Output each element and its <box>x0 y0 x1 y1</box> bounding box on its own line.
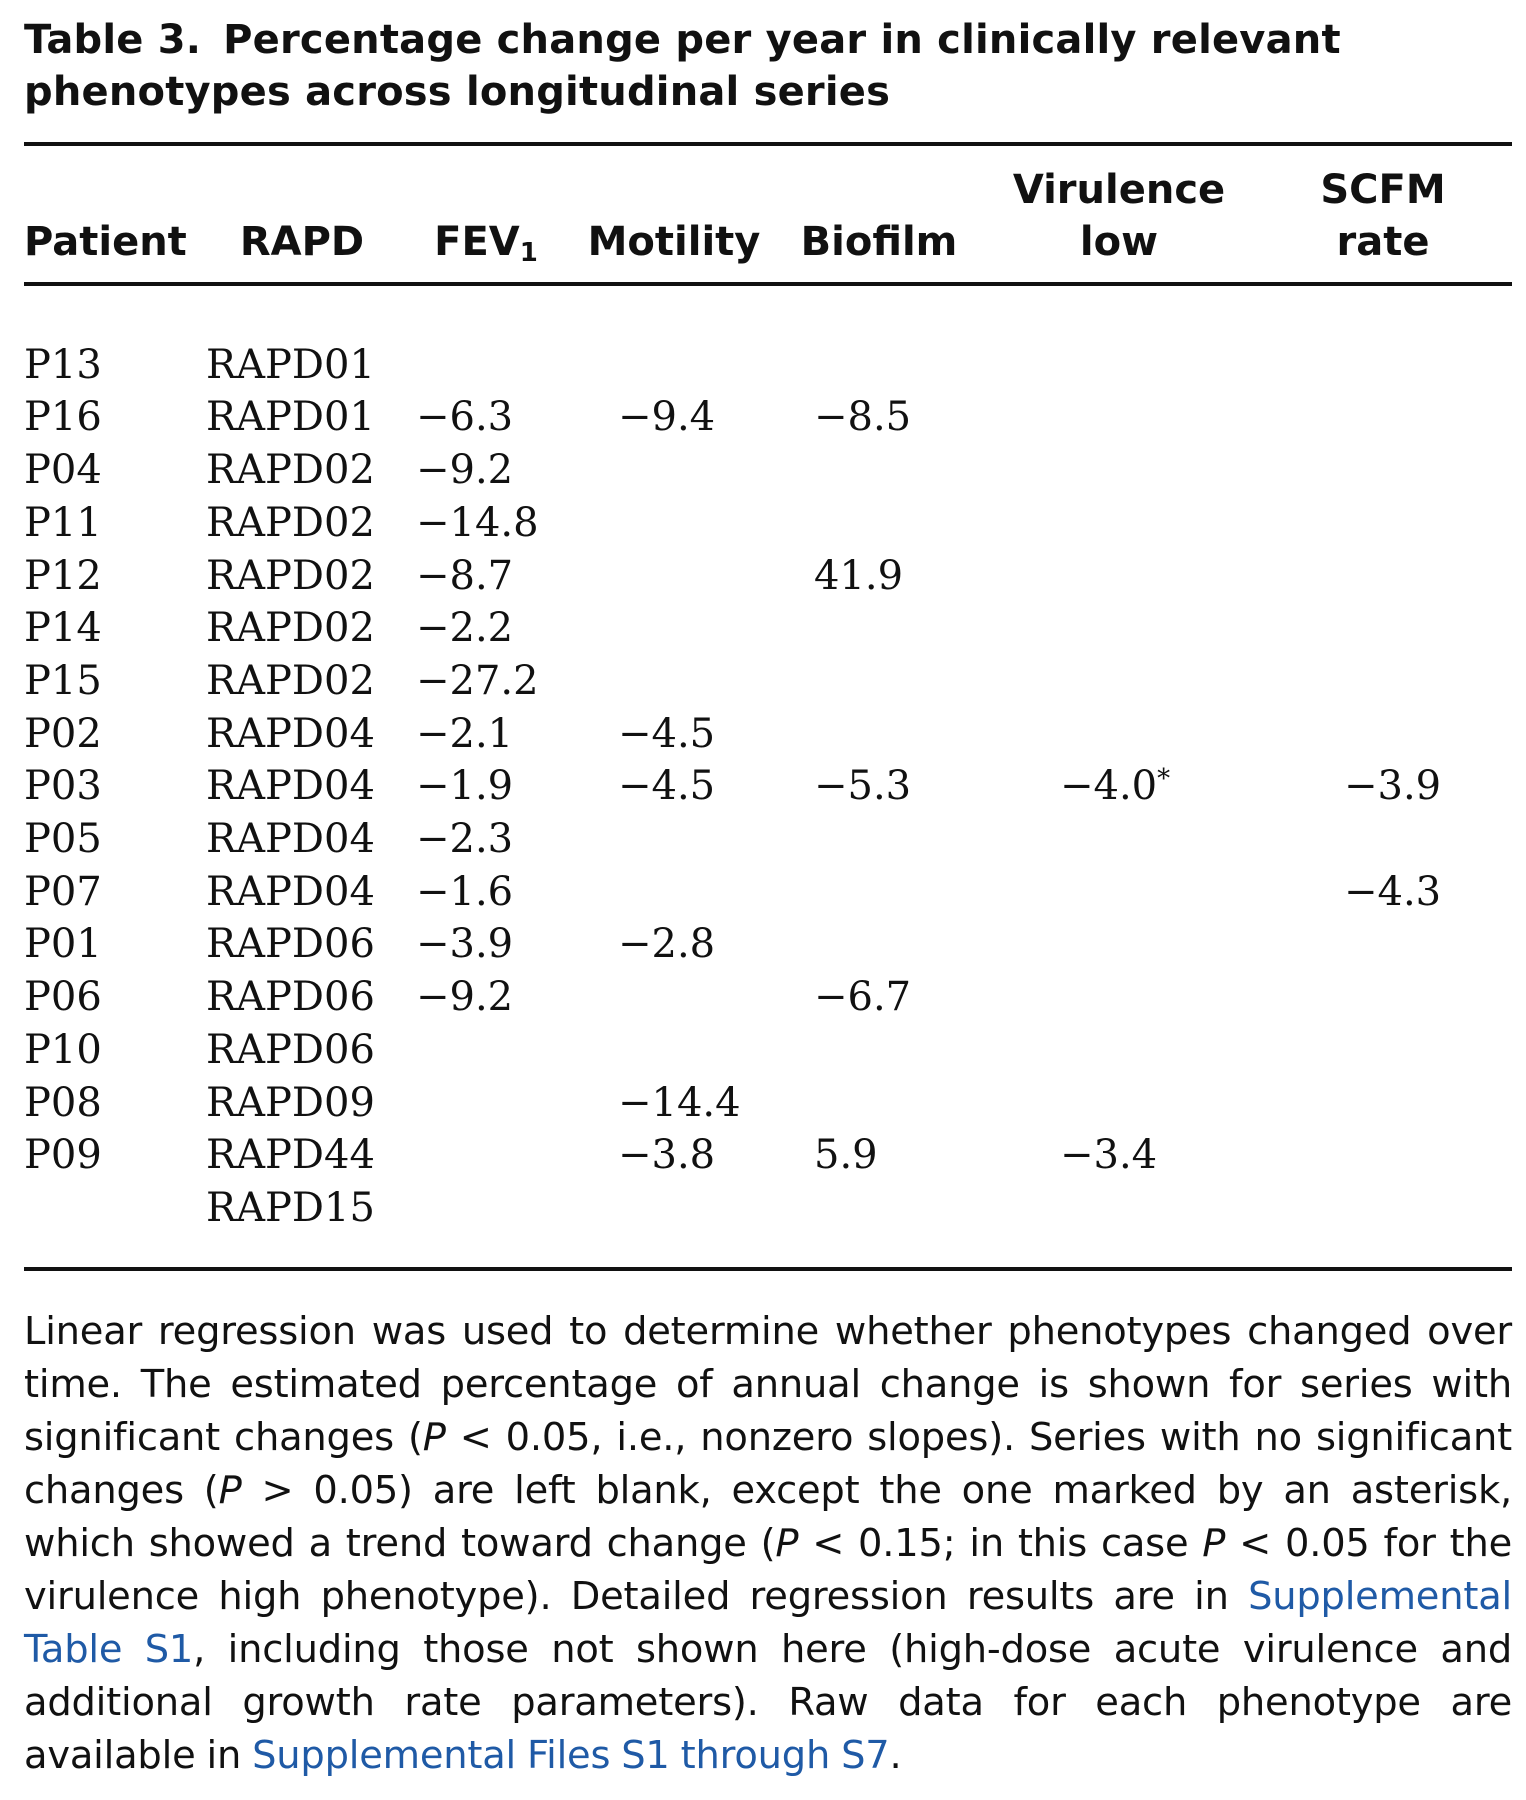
cell-motility: −3.8 <box>618 1132 716 1179</box>
cell-patient: P10 <box>24 1026 102 1073</box>
cell-motility <box>574 866 774 919</box>
cell-fev1 <box>398 1182 574 1235</box>
cell-motility: −4.5 <box>618 763 716 810</box>
cell-fev1 <box>398 339 574 392</box>
col-header-rapd: RAPD <box>239 219 365 265</box>
cell-virulence-low <box>984 444 1254 497</box>
cell-scfm-rate <box>1254 971 1512 1024</box>
cell-virulence-low: −3.4 <box>1060 1132 1158 1179</box>
cell-virulence-low <box>984 655 1254 708</box>
cell-motility <box>574 550 774 603</box>
cell-fev1: −14.8 <box>416 499 539 546</box>
cell-rapd: RAPD06 <box>206 1026 375 1073</box>
col-header-fev1: $FEV_1$ <box>434 219 538 268</box>
cell-patient: P08 <box>24 1079 102 1126</box>
cell-virulence-low <box>984 1077 1254 1130</box>
cell-motility <box>574 497 774 550</box>
table-row <box>24 655 1512 708</box>
cell-patient: P16 <box>24 394 102 441</box>
table-body <box>24 339 1512 1235</box>
cell-biofilm: −5.3 <box>814 763 912 810</box>
cell-virulence-low <box>984 339 1254 392</box>
table-caption <box>24 14 1512 118</box>
cell-virulence-low <box>984 497 1254 550</box>
cell-virulence-low <box>984 918 1254 971</box>
cell-biofilm <box>774 813 984 866</box>
cell-virulence-low <box>984 708 1254 761</box>
table-title: Percentage change per year in clinically relevant phenotypes across longitudinal series <box>24 17 1341 115</box>
cell-rapd: RAPD04 <box>206 763 375 810</box>
cell-motility <box>574 339 774 392</box>
cell-fev1: −6.3 <box>416 394 514 441</box>
cell-biofilm <box>774 866 984 919</box>
table-row <box>24 602 1512 655</box>
cell-motility <box>574 971 774 1024</box>
cell-virulence-low <box>984 391 1254 444</box>
table-row <box>24 497 1512 550</box>
table-row <box>24 391 1512 444</box>
cell-patient: P02 <box>24 710 102 757</box>
cell-fev1 <box>398 1024 574 1077</box>
cell-motility: −4.5 <box>618 710 716 757</box>
cell-motility <box>574 1024 774 1077</box>
table-row <box>24 1182 1512 1235</box>
cell-scfm-rate <box>1254 1077 1512 1130</box>
cell-scfm-rate <box>1254 391 1512 444</box>
table-container <box>24 14 1512 1782</box>
cell-rapd: RAPD02 <box>206 552 375 599</box>
cell-rapd: RAPD01 <box>206 341 375 388</box>
supplemental-files-link[interactable]: Supplemental Files S1 through S7 <box>252 1732 890 1778</box>
cell-patient: P09 <box>24 1132 102 1179</box>
cell-biofilm <box>774 444 984 497</box>
cell-scfm-rate <box>1254 1024 1512 1077</box>
cell-fev1: −9.2 <box>416 447 514 494</box>
cell-scfm-rate <box>1254 1182 1512 1235</box>
cell-fev1: −8.7 <box>416 552 514 599</box>
cell-fev1: −9.2 <box>416 974 514 1021</box>
cell-rapd: RAPD06 <box>206 974 375 1021</box>
col-header-motility: Motility <box>587 219 761 265</box>
cell-rapd: RAPD06 <box>206 921 375 968</box>
table-row <box>24 971 1512 1024</box>
cell-biofilm <box>774 1024 984 1077</box>
cell-patient: P14 <box>24 605 102 652</box>
table-row <box>24 550 1512 603</box>
cell-patient: P15 <box>24 657 102 704</box>
cell-motility <box>574 813 774 866</box>
cell-fev1 <box>398 1129 574 1182</box>
cell-scfm-rate <box>1254 813 1512 866</box>
cell-scfm-rate <box>1254 444 1512 497</box>
cell-rapd: RAPD01 <box>206 394 375 441</box>
table-footnote: Linear regression was used to determine whether phenotypes changed over time. The estimated percentage of annual change is shown for series with significant changes (P < 0.05, i.e., nonzero slopes). Series with no significant changes (P > 0.05) are left blank, except the one marked by an asterisk, which showed a trend toward change (P < 0.15; in this case P < 0.05 for the virulence high phenotype). Detailed regression results are in Supplemental Table S1, including those not shown here (high-dose acute virulence and additional growth rate parameters). Raw data for each phenotype are available in Supplemental Files S1 through S7. <box>24 1308 1513 1778</box>
cell-scfm-rate <box>1254 708 1512 761</box>
cell-biofilm <box>774 497 984 550</box>
col-header-virulence-low: Virulence low <box>1012 167 1226 265</box>
cell-rapd: RAPD02 <box>206 499 375 546</box>
cell-fev1: −2.2 <box>416 605 514 652</box>
cell-scfm-rate: −3.9 <box>1344 763 1442 810</box>
cell-motility: −2.8 <box>618 921 716 968</box>
cell-scfm-rate <box>1254 655 1512 708</box>
cell-fev1: −1.6 <box>416 868 514 915</box>
cell-rapd: RAPD04 <box>206 710 375 757</box>
cell-rapd: RAPD02 <box>206 657 375 704</box>
cell-biofilm: −6.7 <box>814 974 912 1021</box>
cell-rapd: RAPD04 <box>206 816 375 863</box>
cell-motility <box>574 602 774 655</box>
table-label: Table 3. <box>24 17 202 63</box>
cell-scfm-rate <box>1254 1129 1512 1182</box>
cell-rapd: RAPD02 <box>206 447 375 494</box>
cell-rapd: RAPD09 <box>206 1079 375 1126</box>
cell-scfm-rate: −4.3 <box>1344 868 1442 915</box>
asterisk-mark: * <box>1157 764 1171 795</box>
table-row <box>24 760 1512 813</box>
col-header-scfm-rate: SCFM rate <box>1320 167 1446 265</box>
cell-rapd: RAPD04 <box>206 868 375 915</box>
table-row <box>24 708 1512 761</box>
cell-patient: P12 <box>24 552 102 599</box>
cell-scfm-rate <box>1254 918 1512 971</box>
header-row <box>24 146 1512 268</box>
cell-patient: P05 <box>24 816 102 863</box>
cell-motility <box>574 1182 774 1235</box>
cell-biofilm: 41.9 <box>814 552 904 599</box>
cell-motility: −9.4 <box>618 394 716 441</box>
cell-biofilm <box>774 1182 984 1235</box>
cell-biofilm <box>774 708 984 761</box>
cell-patient <box>24 1182 206 1235</box>
cell-scfm-rate <box>1254 339 1512 392</box>
col-header-biofilm: Biofilm <box>800 219 958 265</box>
cell-patient: P13 <box>24 341 102 388</box>
cell-motility <box>574 655 774 708</box>
cell-patient: P04 <box>24 447 102 494</box>
table-row <box>24 866 1512 919</box>
cell-biofilm <box>774 1077 984 1130</box>
cell-motility <box>574 444 774 497</box>
cell-virulence-low <box>984 602 1254 655</box>
cell-virulence-low <box>984 1182 1254 1235</box>
table-row <box>24 1129 1512 1182</box>
table-row <box>24 918 1512 971</box>
cell-fev1: −2.3 <box>416 816 514 863</box>
cell-fev1: −3.9 <box>416 921 514 968</box>
col-header-patient: Patient <box>24 219 187 265</box>
table-row <box>24 813 1512 866</box>
supplemental-table-link[interactable]: Supplemental Table S1 <box>24 1573 1512 1672</box>
cell-virulence-low <box>984 866 1254 919</box>
cell-biofilm <box>774 602 984 655</box>
cell-fev1: −1.9 <box>416 763 514 810</box>
cell-fev1: −27.2 <box>416 657 539 704</box>
cell-patient: P06 <box>24 974 102 1021</box>
cell-scfm-rate <box>1254 550 1512 603</box>
cell-virulence-low <box>984 550 1254 603</box>
bottom-rule <box>24 1267 1512 1271</box>
cell-scfm-rate <box>1254 602 1512 655</box>
table-row <box>24 1077 1512 1130</box>
cell-virulence-low: −4.0* <box>1060 763 1171 810</box>
cell-rapd: RAPD02 <box>206 605 375 652</box>
cell-scfm-rate <box>1254 497 1512 550</box>
cell-rapd: RAPD15 <box>206 1184 375 1231</box>
cell-patient: P03 <box>24 763 102 810</box>
cell-patient: P07 <box>24 868 102 915</box>
cell-virulence-low <box>984 971 1254 1024</box>
cell-biofilm <box>774 918 984 971</box>
table-row <box>24 1024 1512 1077</box>
cell-biofilm <box>774 339 984 392</box>
cell-virulence-low <box>984 1024 1254 1077</box>
cell-biofilm: 5.9 <box>814 1132 878 1179</box>
cell-rapd: RAPD44 <box>206 1132 375 1179</box>
cell-virulence-low <box>984 813 1254 866</box>
table-row <box>24 444 1512 497</box>
table-row <box>24 339 1512 392</box>
cell-fev1 <box>398 1077 574 1130</box>
cell-patient: P01 <box>24 921 102 968</box>
cell-fev1: −2.1 <box>416 710 514 757</box>
cell-patient: P11 <box>24 499 102 546</box>
cell-biofilm <box>774 655 984 708</box>
cell-motility: −14.4 <box>618 1079 741 1126</box>
data-table <box>24 146 1512 1235</box>
cell-biofilm: −8.5 <box>814 394 912 441</box>
